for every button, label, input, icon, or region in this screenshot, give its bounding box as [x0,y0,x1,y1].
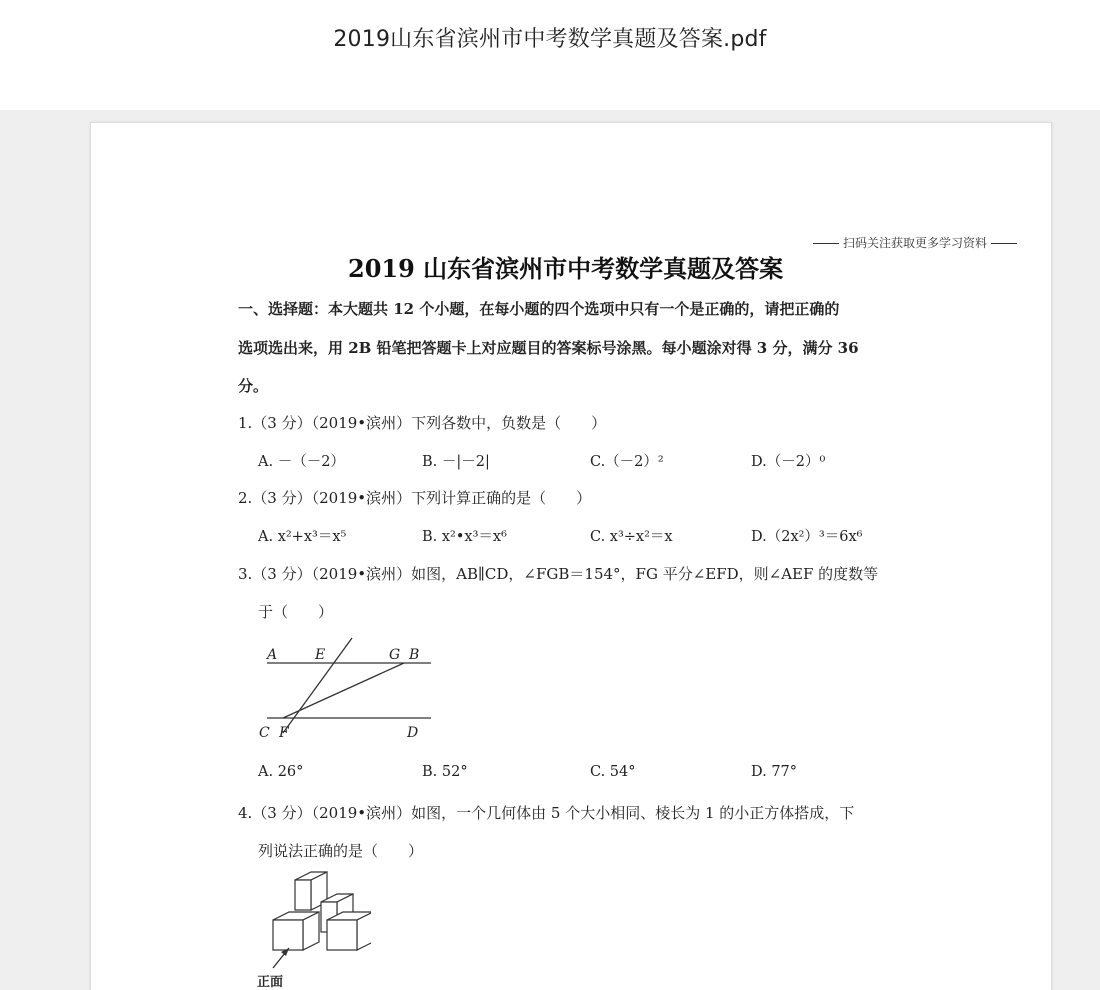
question-1-stem: 1.（3 分）（2019•滨州）下列各数中，负数是（ ） [238,414,607,432]
line-fg [283,663,404,718]
question-3-choice-b: B. 52° [422,764,468,780]
watermark-rule-right [991,243,1017,244]
label-e: E [315,647,326,663]
label-d: D [407,725,419,741]
question-3-stem-line-2: 于（ ） [258,603,334,621]
section-intro-line-1: 一、选择题：本大题共 12 个小题，在每小题的四个选项中只有一个是正确的，请把正确的 [238,300,840,318]
question-4-stem-line-1: 4.（3 分）（2019•滨州）如图，一个几何体由 5 个大小相同、棱长为 1 的小正方体搭成，下 [238,804,855,822]
question-2-stem: 2.（3 分）（2019•滨州）下列计算正确的是（ ） [238,489,592,507]
question-3-choice-c: C. 54° [590,764,636,780]
section-intro-line-2: 选项选出来，用 2B 铅笔把答题卡上对应题目的答案标号涂黑。每小题涂对得 3 分，满分 36 [238,339,859,357]
watermark-rule-left [813,243,839,244]
question-3-figure [253,633,433,753]
label-g: G [389,647,401,663]
viewer-header [0,0,1100,110]
question-1-choice-a: A. －（－2） [258,454,345,470]
watermark [809,234,1021,251]
label-a: A [267,647,278,663]
question-1-choice-b: B. －|－2| [422,454,490,470]
question-2-choice-c: C. x³÷x²＝x [590,529,673,545]
file-title: 2019山东省滨州市中考数学真题及答案.pdf [333,27,767,52]
label-f: F [279,725,289,741]
question-4-stem-line-2: 列说法正确的是（ ） [258,842,424,860]
pdf-viewport[interactable] [0,110,1100,990]
question-2-choice-b: B. x²•x³＝x⁶ [422,529,507,545]
question-3-stem-line-1: 3.（3 分）（2019•滨州）如图，AB∥CD，∠FGB＝154°，FG 平分∠EFD，则∠AEF 的度数等 [238,565,879,583]
question-3-choice-d: D. 77° [751,764,798,780]
watermark-text: 扫码关注获取更多学习资料 [843,236,988,250]
question-3-choice-a: A. 26° [258,764,304,780]
label-c: C [259,725,270,741]
pdf-page [90,122,1052,990]
question-4-figure [251,868,371,990]
question-2-choice-a: A. x²+x³＝x⁵ [258,529,347,545]
question-1-choice-c: C.（－2）² [590,454,664,470]
label-b: B [409,647,420,663]
section-intro-line-3: 分。 [238,377,269,395]
question-1-choice-d: D.（－2）⁰ [751,454,826,470]
question-2-choice-d: D.（2x²）³＝6x⁶ [751,529,863,545]
front-label: 正面 [257,975,284,990]
document-title: 2019 山东省滨州市中考数学真题及答案 [348,254,784,283]
